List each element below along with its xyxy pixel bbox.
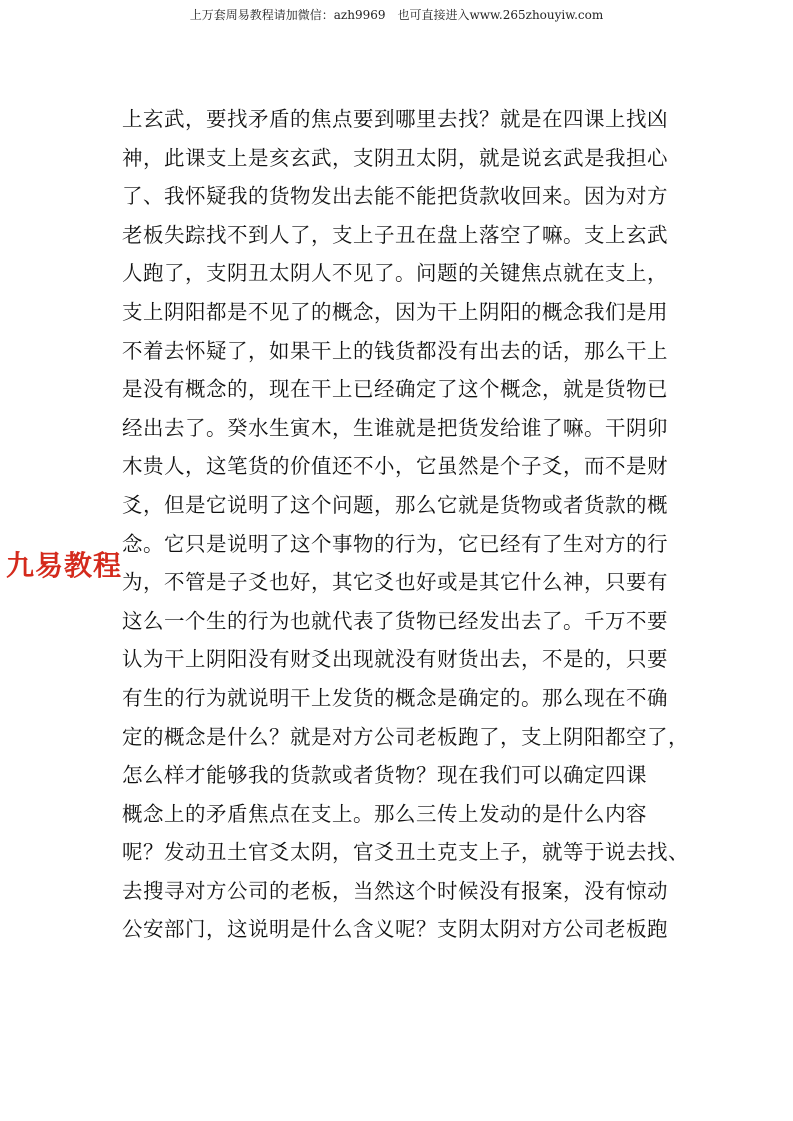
text-line: 神，此课支上是亥玄武，支阴丑太阴，就是说玄武是我担心 (122, 145, 668, 170)
text-line: 不着去怀疑了，如果干上的钱货都没有出去的话，那么干上 (122, 338, 668, 363)
text-line: 呢？发动丑土官爻太阴，官爻丑土克支上子，就等于说去找、 (122, 840, 689, 865)
text-line: 老板失踪找不到人了，支上子丑在盘上落空了嘛。支上玄武 (122, 222, 668, 247)
text-line: 人跑了，支阴丑太阴人不见了。问题的关键焦点就在支上， (122, 261, 668, 286)
text-line: 木贵人，这笔货的价值还不小，它虽然是个子爻，而不是财 (122, 454, 668, 479)
text-line: 去搜寻对方公司的老板，当然这个时候没有报案，没有惊动 (122, 878, 668, 903)
text-line: 怎么样才能够我的货款或者货物？现在我们可以确定四课 (122, 763, 647, 788)
text-line: 了、我怀疑我的货物发出去能不能把货款收回来。因为对方 (122, 184, 668, 209)
text-line: 有生的行为就说明干上发货的概念是确定的。那么现在不确 (122, 685, 668, 710)
text-line: 公安部门，这说明是什么含义呢？支阴太阴对方公司老板跑 (122, 917, 668, 942)
text-line: 是没有概念的，现在干上已经确定了这个概念，就是货物已 (122, 377, 668, 402)
text-line: 这么一个生的行为也就代表了货物已经发出去了。千万不要 (122, 608, 668, 633)
text-line: 念。它只是说明了这个事物的行为，它已经有了生对方的行 (122, 531, 668, 556)
text-line: 概念上的矛盾焦点在支上。那么三传上发动的是什么内容 (122, 801, 647, 826)
body-text (122, 100, 689, 949)
text-line: 认为干上阴阳没有财爻出现就没有财货出去，不是的，只要 (122, 647, 668, 672)
text-line: 爻，但是它说明了这个问题，那么它就是货物或者货款的概 (122, 492, 668, 517)
text-line: 经出去了。癸水生寅木，生谁就是把货发给谁了嘛。干阴卯 (122, 415, 668, 440)
watermark-logo: 九易教程 (6, 549, 123, 582)
text-line: 支上阴阳都是不见了的概念，因为干上阴阳的概念我们是用 (122, 299, 668, 324)
text-line: 定的概念是什么？就是对方公司老板跑了，支上阴阳都空了， (122, 724, 689, 749)
header-note: 上万套周易教程请加微信：azh9969 也可直接进入www.265zhouyiw.com (189, 8, 604, 22)
text-line: 为，不管是子爻也好，其它爻也好或是其它什么神，只要有 (122, 570, 668, 595)
text-line: 上玄武，要找矛盾的焦点要到哪里去找？就是在四课上找凶 (122, 107, 668, 131)
